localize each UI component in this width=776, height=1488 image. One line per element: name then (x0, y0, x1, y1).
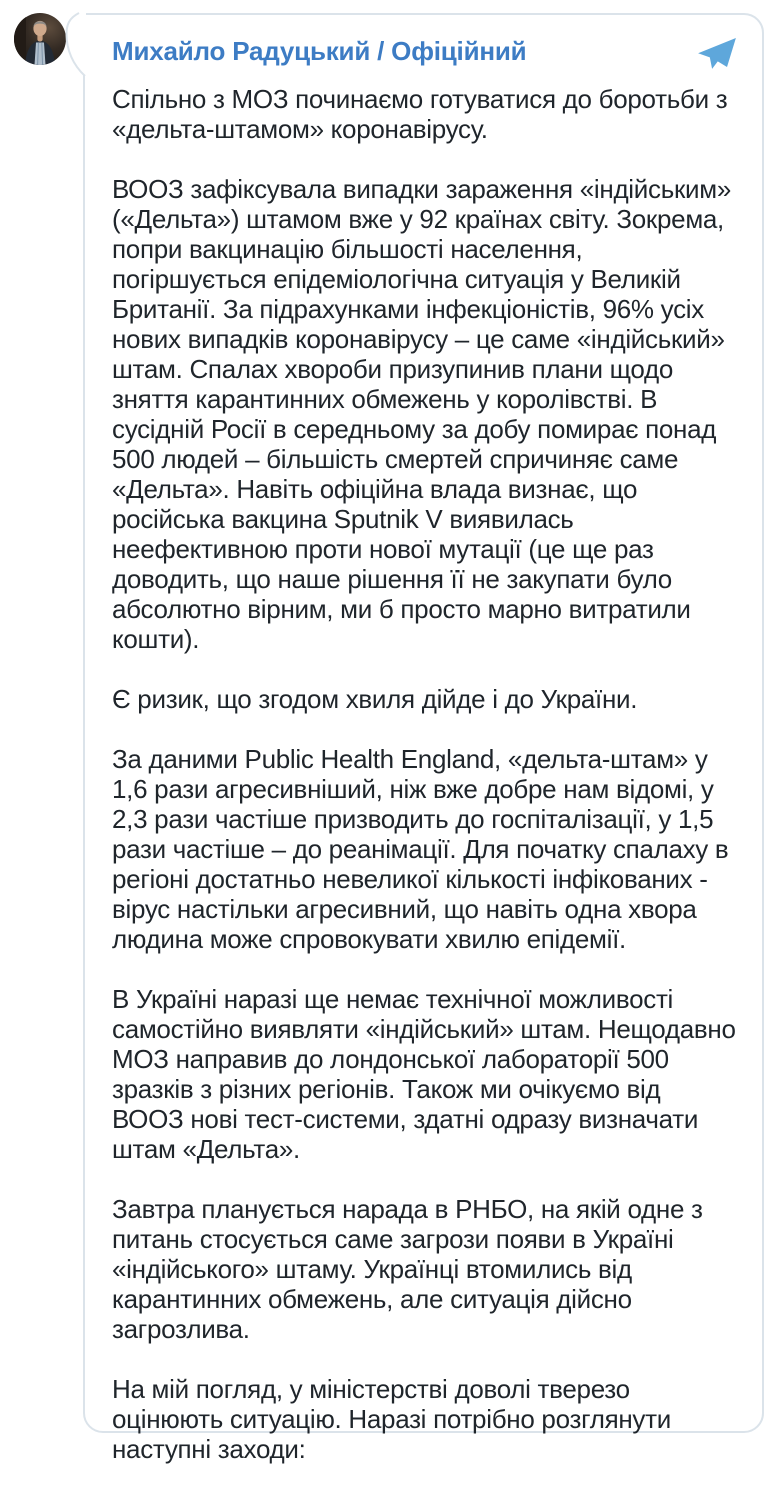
message-paragraph: Є ризик, що згодом хвиля дійде і до України. (112, 684, 638, 714)
message-paragraph: ВООЗ зафіксувала випадки зараження «індійським» («Дельта») штамом вже у 92 країнах світу. Зокрема, попри вакцинацію більшості населення, погіршується епідеміологічна ситуація у Великій Британії. За підрахунками інфекціоністів, 96% усіх нових випадків коронавірусу – це саме «індійський» штам. Спалах хвороби призупинив плани щодо зняття карантинних обмежень у королівстві. В сусідній Росії в середньому за добу помирає понад 500 людей – більшість смертей спричиняє саме «Дельта». Навіть офіційна влада визнає, що російська вакцина Sputnik V виявилась неефективною проти нової мутації (це ще раз доводить, що наше рішення її не закупати було абсолютно вірним, ми б просто марно витратили кошти). (112, 174, 731, 654)
bubble-tail (60, 12, 86, 78)
telegram-plane-icon[interactable] (696, 37, 738, 71)
message-paragraph: В Україні наразі ще немає технічної можливості самостійно виявляти «індійський» штам. Нещодавно МОЗ направив до лондонської лабораторії 500 зразків з різних регіонів. Також ми очікуємо від ВООЗ нові тест-системи, здатні одразу визначати штам «Дельта». (112, 984, 736, 1164)
message-paragraph: Спільно з МОЗ починаємо готуватися до боротьби з «дельта-штамом» коронавірусу. (112, 84, 728, 144)
message-paragraph: На мій погляд, у міністерстві доволі тверезо оцінюють ситуацію. Наразі потрібно розглянути наступні заходи: (112, 1374, 671, 1464)
message-text (85, 71, 762, 1488)
message-paragraph: За даними Public Health England, «дельта-штам» у 1,6 рази агресивніший, ніж вже добре нам відомі, у 2,3 рази частіше призводить до госпіталізації, у 1,5 рази частіше – до реанімації. Для початку спалаху в регіоні достатньо невеликої кількості інфікованих - вірус настільки агресивний, що навіть одна хвора людина може спровокувати хвилю епідемії. (112, 744, 729, 954)
message-bubble (83, 13, 764, 1464)
message-paragraph: Завтра планується нарада в РНБО, на якій одне з питань стосується саме загрози появи в Україні «індійського» штаму. Українці втомились від карантинних обмежень, але ситуація дійсно загрозлива. (112, 1194, 703, 1344)
message-header (85, 15, 762, 71)
channel-avatar[interactable] (14, 13, 66, 65)
author-name[interactable]: Михайло Радуцький / Офіційний (112, 36, 527, 66)
avatar-photo (14, 13, 66, 65)
